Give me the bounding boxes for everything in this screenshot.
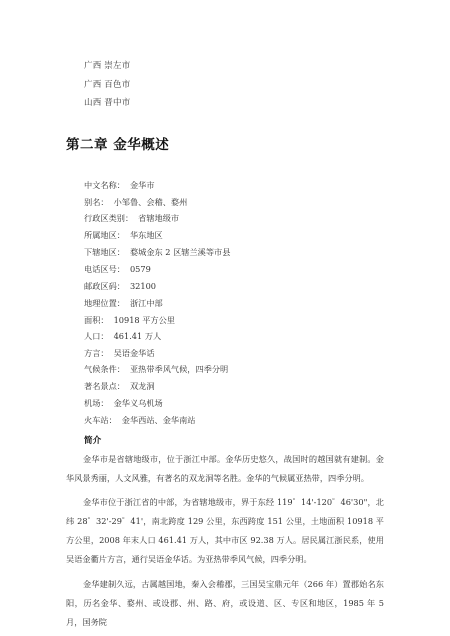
info-value: 金华西站、金华南站 (121, 415, 196, 425)
info-row (84, 264, 151, 275)
info-row (84, 331, 161, 342)
info-value: 婺城金东 2 区辖兰溪等市县 (129, 247, 231, 257)
info-value: 双龙洞 (129, 381, 155, 391)
info-row (84, 281, 156, 292)
info-row (84, 315, 175, 326)
info-row (84, 415, 195, 426)
info-label: 中文名称： (84, 180, 125, 190)
info-label: 行政区类别： (84, 213, 134, 223)
info-label: 下辖地区： (84, 247, 125, 257)
region-list-item: 广西 百色市 (84, 80, 131, 90)
info-value: 吴语金华话 (113, 348, 155, 358)
intro-paragraph: 金华市是省辖地级市，位于浙江中部。金华历史悠久，战国时的越国就有建制。金华风景秀丽，人文风雅，有著名的双龙洞等名胜。金华的气候属亚热带，四季分明。 (66, 454, 384, 483)
info-row (84, 364, 228, 375)
info-value: 金华市 (129, 180, 155, 190)
info-row (84, 230, 163, 241)
info-label: 别名： (84, 197, 109, 207)
info-row (84, 247, 230, 258)
info-label: 机场： (84, 398, 109, 408)
info-value: 省辖地级市 (138, 213, 180, 223)
info-value: 亚热带季风气候，四季分明 (129, 364, 229, 374)
info-label: 面积： (84, 315, 109, 325)
info-row (84, 180, 155, 191)
info-label: 邮政区码： (84, 281, 125, 291)
region-list-item: 广西 崇左市 (84, 61, 131, 71)
info-row (84, 197, 187, 208)
info-label: 人口： (84, 331, 109, 341)
info-value: 金华义乌机场 (113, 398, 163, 408)
history-paragraph: 金华建制久远，古属越国地，秦入会稽郡，三国吴宝鼎元年（266 年）置郡始名东阳，历名金华、婺州、或设郡、州、路、府，或设道、区、专区和地区，1985 年 5 月，国务院 (66, 579, 384, 627)
info-row (84, 348, 155, 359)
location-paragraph: 金华市位于浙江省的中部，为省辖地级市，界于东经 119゜14'-120゜46'30"，北纬 28゜32'-29゜41'，南北跨度 129 公里，东西跨度 151 公里，土地面积 10918 平方公里，2008 年末人口 461.41 万人，其中市区 92.38 万人。居民属江浙民系，使用吴语金衢片方言，通行吴语金华话。为亚热带季风气候，四季分明。 (66, 497, 384, 564)
info-label: 地理位置： (84, 298, 125, 308)
info-value: 0579 (129, 264, 151, 274)
info-label: 方言： (84, 348, 109, 358)
info-row (84, 298, 163, 309)
intro-heading: 简介 (84, 436, 102, 446)
info-row (84, 381, 155, 392)
info-value: 浙江中部 (129, 298, 163, 308)
chapter-title: 第二章 金华概述 (66, 137, 170, 153)
info-label: 所属地区： (84, 230, 125, 240)
info-value: 华东地区 (129, 230, 163, 240)
info-value: 小邹鲁、会稽、婺州 (113, 197, 188, 207)
info-label: 火车站： (84, 415, 117, 425)
info-label: 电话区号： (84, 264, 125, 274)
info-value: 32100 (129, 281, 156, 291)
info-value: 10918 平方公里 (113, 315, 175, 325)
info-label: 气候条件： (84, 364, 125, 374)
info-row (84, 213, 179, 224)
info-value: 461.41 万人 (113, 331, 162, 341)
info-row (84, 398, 163, 409)
info-label: 著名景点： (84, 381, 125, 391)
region-list-item: 山西 晋中市 (84, 98, 131, 108)
